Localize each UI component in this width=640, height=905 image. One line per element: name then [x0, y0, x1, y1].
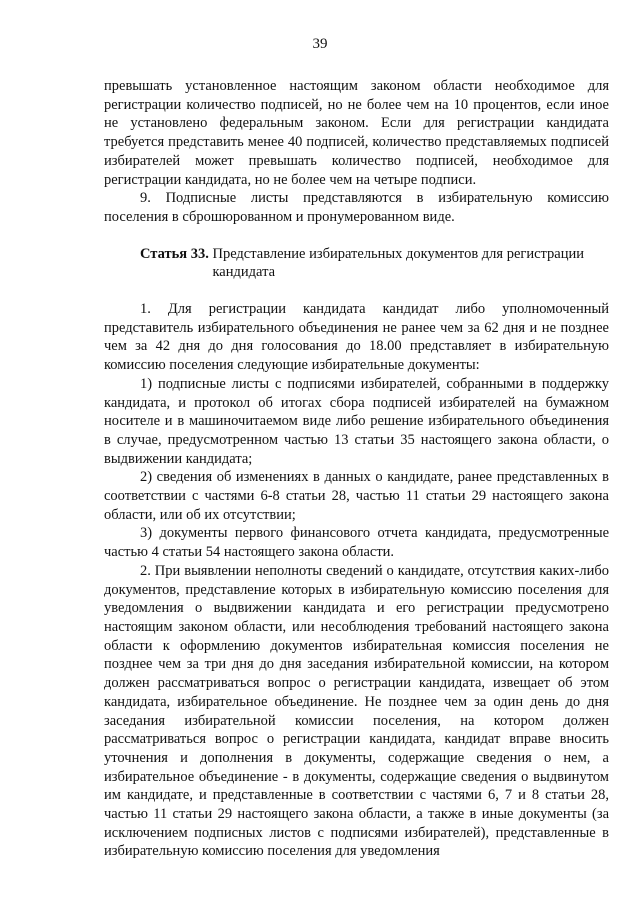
paragraph-subitem-3: 3) документы первого финансового отчета кандидата, предусмотренные частью 4 статьи 54 настоящего закона области. [104, 525, 609, 561]
paragraph-item-9: 9. Подписные листы представляются в избирательную комиссию поселения в сброшюрованном и пронумерованном виде. [104, 190, 609, 225]
paragraph-part-1: 1. Для регистрации кандидата кандидат либо уполномоченный представитель избирательного объединения не ранее чем за 62 дня и не позднее чем за 42 дня до дня голосования до 18.00 представляет в избирательную комиссию поселения следующие избирательные документы: [104, 301, 609, 374]
paragraph-subitem-2: 2) сведения об изменениях в данных о кандидате, ранее представленных в соответствии с частями 6-8 статьи 28, частью 11 статьи 29 настоящего закона области, или об их отсутствии; [104, 469, 609, 523]
paragraph-part-2: 2. При выявлении неполноты сведений о кандидате, отсутствия каких-либо документов, представление которых в избирательную комиссию поселения для уведомления о выдвижении кандидата и его регистрации предусмотрено настоящим законом области, или несоблюдения требований настоящего закона области к оформлению документов избирательная комиссия поселения не позднее чем за три дня до дня заседания избирательной комиссии, на котором должен рассматриваться вопрос о регистрации кандидата, извещает об этом кандидата, избирательное объединение. Не позднее чем за один день до дня заседания избирательной комиссии поселения, на котором должен рассматриваться вопрос о регистрации кандидата, кандидат вправе вносить уточнения и дополнения в документы, содержащие сведения о нем, а избирательное объединение - в документы, содержащие сведения о выдвинутом им кандидате, и представленные в соответствии с частями 6, 7 и 8 статьи 28, частью 11 статьи 29 настоящего закона области, а также в иные документы (за исключением подписных листов с подписями избирателей), представленные в избирательную комиссию поселения для уведомления [104, 562, 609, 860]
document-body [104, 77, 609, 861]
paragraph-continuation: превышать установленное настоящим законом области необходимое для регистрации количество подписей, но не более чем на 10 процентов, если иное не установлено федеральным законом. Если для регистрации кандидата требуется представить менее 40 подписей, количество представляемых подписей избирателей может превышать количество подписей, необходимое для регистрации кандидата, но не более чем на четыре подписи. [104, 78, 609, 188]
article-label: Статья 33. [140, 245, 209, 262]
article-title: Представление избирательных документов для регистрации кандидата [212, 245, 585, 281]
article-heading [104, 245, 609, 282]
page-number: 39 [312, 36, 328, 52]
paragraph-subitem-1: 1) подписные листы с подписями избирателей, собранными в поддержку кандидата, и протокол об итогах сбора подписей избирателей на бумажном носителе и в машиночитаемом виде либо решение избирательного объединения в случае, предусмотренном частью 13 статьи 35 настоящего закона области, о выдвижении кандидата; [104, 375, 609, 467]
